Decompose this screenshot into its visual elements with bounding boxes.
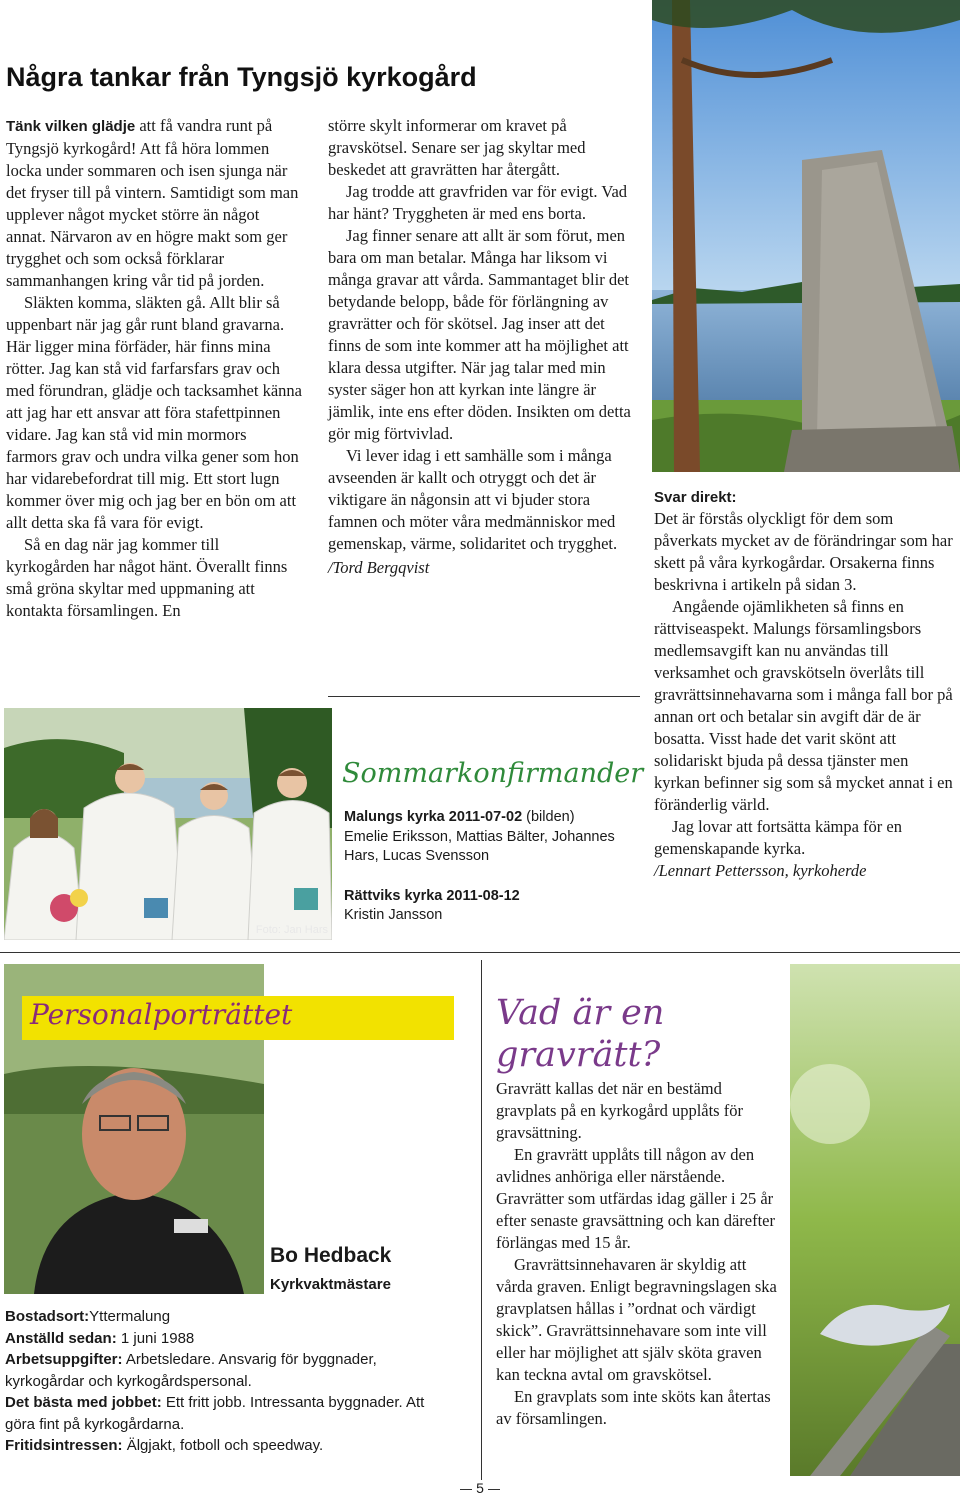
confirmation-heading: Sommarkonfirmander	[342, 758, 644, 789]
confirmation-photo	[4, 708, 332, 940]
photo-credit: Foto: Jan Hars	[255, 924, 328, 936]
portrait-name: Bo Hedback	[270, 1244, 392, 1267]
article-paragraph: större skylt informerar om kravet på gravskötsel. Senare ser jag skyltar med beskedet att gravrätten har återgått.	[328, 116, 586, 179]
portrait-banner-text: Personalporträttet	[30, 998, 293, 1031]
reply-paragraph: Angående ojämlikheten så finns en rättviseaspekt. Malungs församlingsbors medlemsavgift kan nu användas till verksamhet och gravskötseln överlåts till gravrättsinnehavarna som i många fall bor på annan ort och betalar sin avgift där de är bosatta. Visst hade det varit skönt att solidariskt bjuda på dessa tjänster men kyrkan befinner sig som så mycket annat i en föränderlig värld.	[654, 597, 953, 814]
article-title: Några tankar från Tyngsjö kyrkogård	[6, 62, 477, 92]
event-title: Rättviks kyrka 2011-08-12	[344, 887, 520, 904]
grave-right-paragraph: Gravrätt kallas det när en bestämd gravplats på en kyrkogård upplåts för gravsättning.	[496, 1079, 743, 1142]
vertical-divider	[481, 960, 482, 1480]
fact-row: Bostadsort:Yttermalung	[5, 1308, 171, 1325]
portrait-facts	[5, 1306, 435, 1457]
reply-box	[654, 488, 954, 882]
article-paragraph: Jag trodde att gravfriden var för evigt. Vad har hänt? Tryggheten är med ens borta.	[328, 182, 628, 223]
fact-row: Anställd sedan: 1 juni 1988	[5, 1329, 195, 1347]
grave-right-heading: Vad är en gravrätt?	[496, 993, 665, 1075]
horizontal-divider	[0, 952, 960, 953]
article-paragraph: att få vandra runt på Tyngsjö kyrkogård! Att få höra lommen locka under sommaren och isen sjunga när det fryser till på vintern. Samtidigt som man upplever något mycket större än något annat. Närvaron av en högre makt som ger trygghet och som också förklarar sammanhangen kring vår tid på jorden.	[6, 116, 299, 290]
confirmation-events	[344, 808, 644, 926]
portrait-role: Kyrkvaktmästare	[270, 1276, 391, 1293]
bird-sculpture-photo	[790, 964, 960, 1476]
reply-paragraph: Jag lovar att fortsätta kämpa för en gemenskapande kyrka.	[654, 817, 902, 858]
event-names: Kristin Jansson	[344, 907, 443, 923]
event-note: (bilden)	[522, 809, 575, 825]
grave-right-paragraph: En gravplats som inte sköts kan återtas av församlingen.	[496, 1387, 771, 1428]
article-paragraph: Släkten komma, släkten gå. Allt blir så uppenbart när jag går runt bland gravarna. Här ligger mina förfäder, här finns mina rötter. Jag kan stå vid farfarsfars grav och med förundran, glädje och tacksamhet känna att jag har ett ansvar att föra stafettpinnen vidare. Jag kan stå vid min mormors farmors grav och undra vilka gener som hon har vidarebefordrat till mig. Ett stort lugn kommer över mig och jag ber en bön om att allt detta ska få vara för evigt.	[6, 293, 302, 532]
fact-row: Det bästa med jobbet: Ett fritt jobb. Intressanta byggnader. Att göra fint på kyrkogårdarna.	[5, 1394, 425, 1433]
section-divider	[328, 696, 640, 697]
lead-in: Tänk vilken glädje	[6, 118, 136, 135]
portrait-banner	[22, 996, 454, 1040]
reply-signature: /Lennart Pettersson, kyrkoherde	[654, 861, 867, 880]
grave-right-paragraph: En gravrätt upplåts till någon av den avlidnes anhöriga eller närstående. Gravrätter som utfärdas idag gäller i 25 år efter senaste gravsättning och kan därefter förlängas med 15 år.	[496, 1145, 775, 1252]
monument-lake-photo	[652, 0, 960, 472]
reply-paragraph: Det är förstås olyckligt för dem som påverkats mycket av de förändringar som har skett på våra kyrkogårdar. Orsakerna finns beskrivna i artikeln på sidan 3.	[654, 509, 953, 594]
fact-row: Arbetsuppgifter: Arbetsledare. Ansvarig för byggnader, kyrkogårdar och kyrkogårdspersonal.	[5, 1351, 377, 1390]
fact-row: Fritidsintressen: Älgjakt, fotboll och speedway.	[5, 1437, 324, 1454]
article-signature: /Tord Bergqvist	[328, 558, 430, 577]
reply-heading: Svar direkt:	[654, 489, 737, 506]
page-number: 5	[458, 1480, 502, 1496]
article-paragraph: Jag finner senare att allt är som förut, men bara om man betalar. Många har liksom vi många gravar att vårda. Sammantaget blir det betydande belopp, både för förlängning av gravrätter och för skötsel. Jag inser att det finns de som inte kommer att ha möjlighet att klara dessa utgifter. När jag talar med min syster säger hon att kyrkan inte längre är jämlik, inte ens efter döden. Insikten om detta gör mig förtvivlad.	[328, 226, 631, 443]
grave-right-body	[496, 1078, 780, 1430]
article-col-2	[328, 115, 636, 579]
article-paragraph: Så en dag när jag kommer till kyrkogården har något hänt. Överallt finns små gröna skyltar med uppmaning att kontakta församlingen. En	[6, 535, 288, 620]
article-paragraph: Vi lever idag i ett samhälle som i många avseenden är kallt och otryggt och det är viktigare än någonsin att vi bjuder stora famnen och möter våra medmänniskor med gemenskap, värme, solidaritet och trygghet.	[328, 446, 618, 553]
event-names: Emelie Eriksson, Mattias Bälter, Johannes Hars, Lucas Svensson	[344, 828, 615, 864]
article-col-1	[6, 115, 302, 622]
grave-right-paragraph: Gravrättsinnehavaren är skyldig att vårda graven. Enligt begravningslagen ska gravplatsen hållas i ”ordnat och värdigt skick”. Gravrättsinnehavare som inte vill eller har möjlighet att själv sköta graven kan teckna avtal om gravskötsel.	[496, 1255, 777, 1384]
event-title: Malungs kyrka 2011-07-02	[344, 809, 523, 825]
